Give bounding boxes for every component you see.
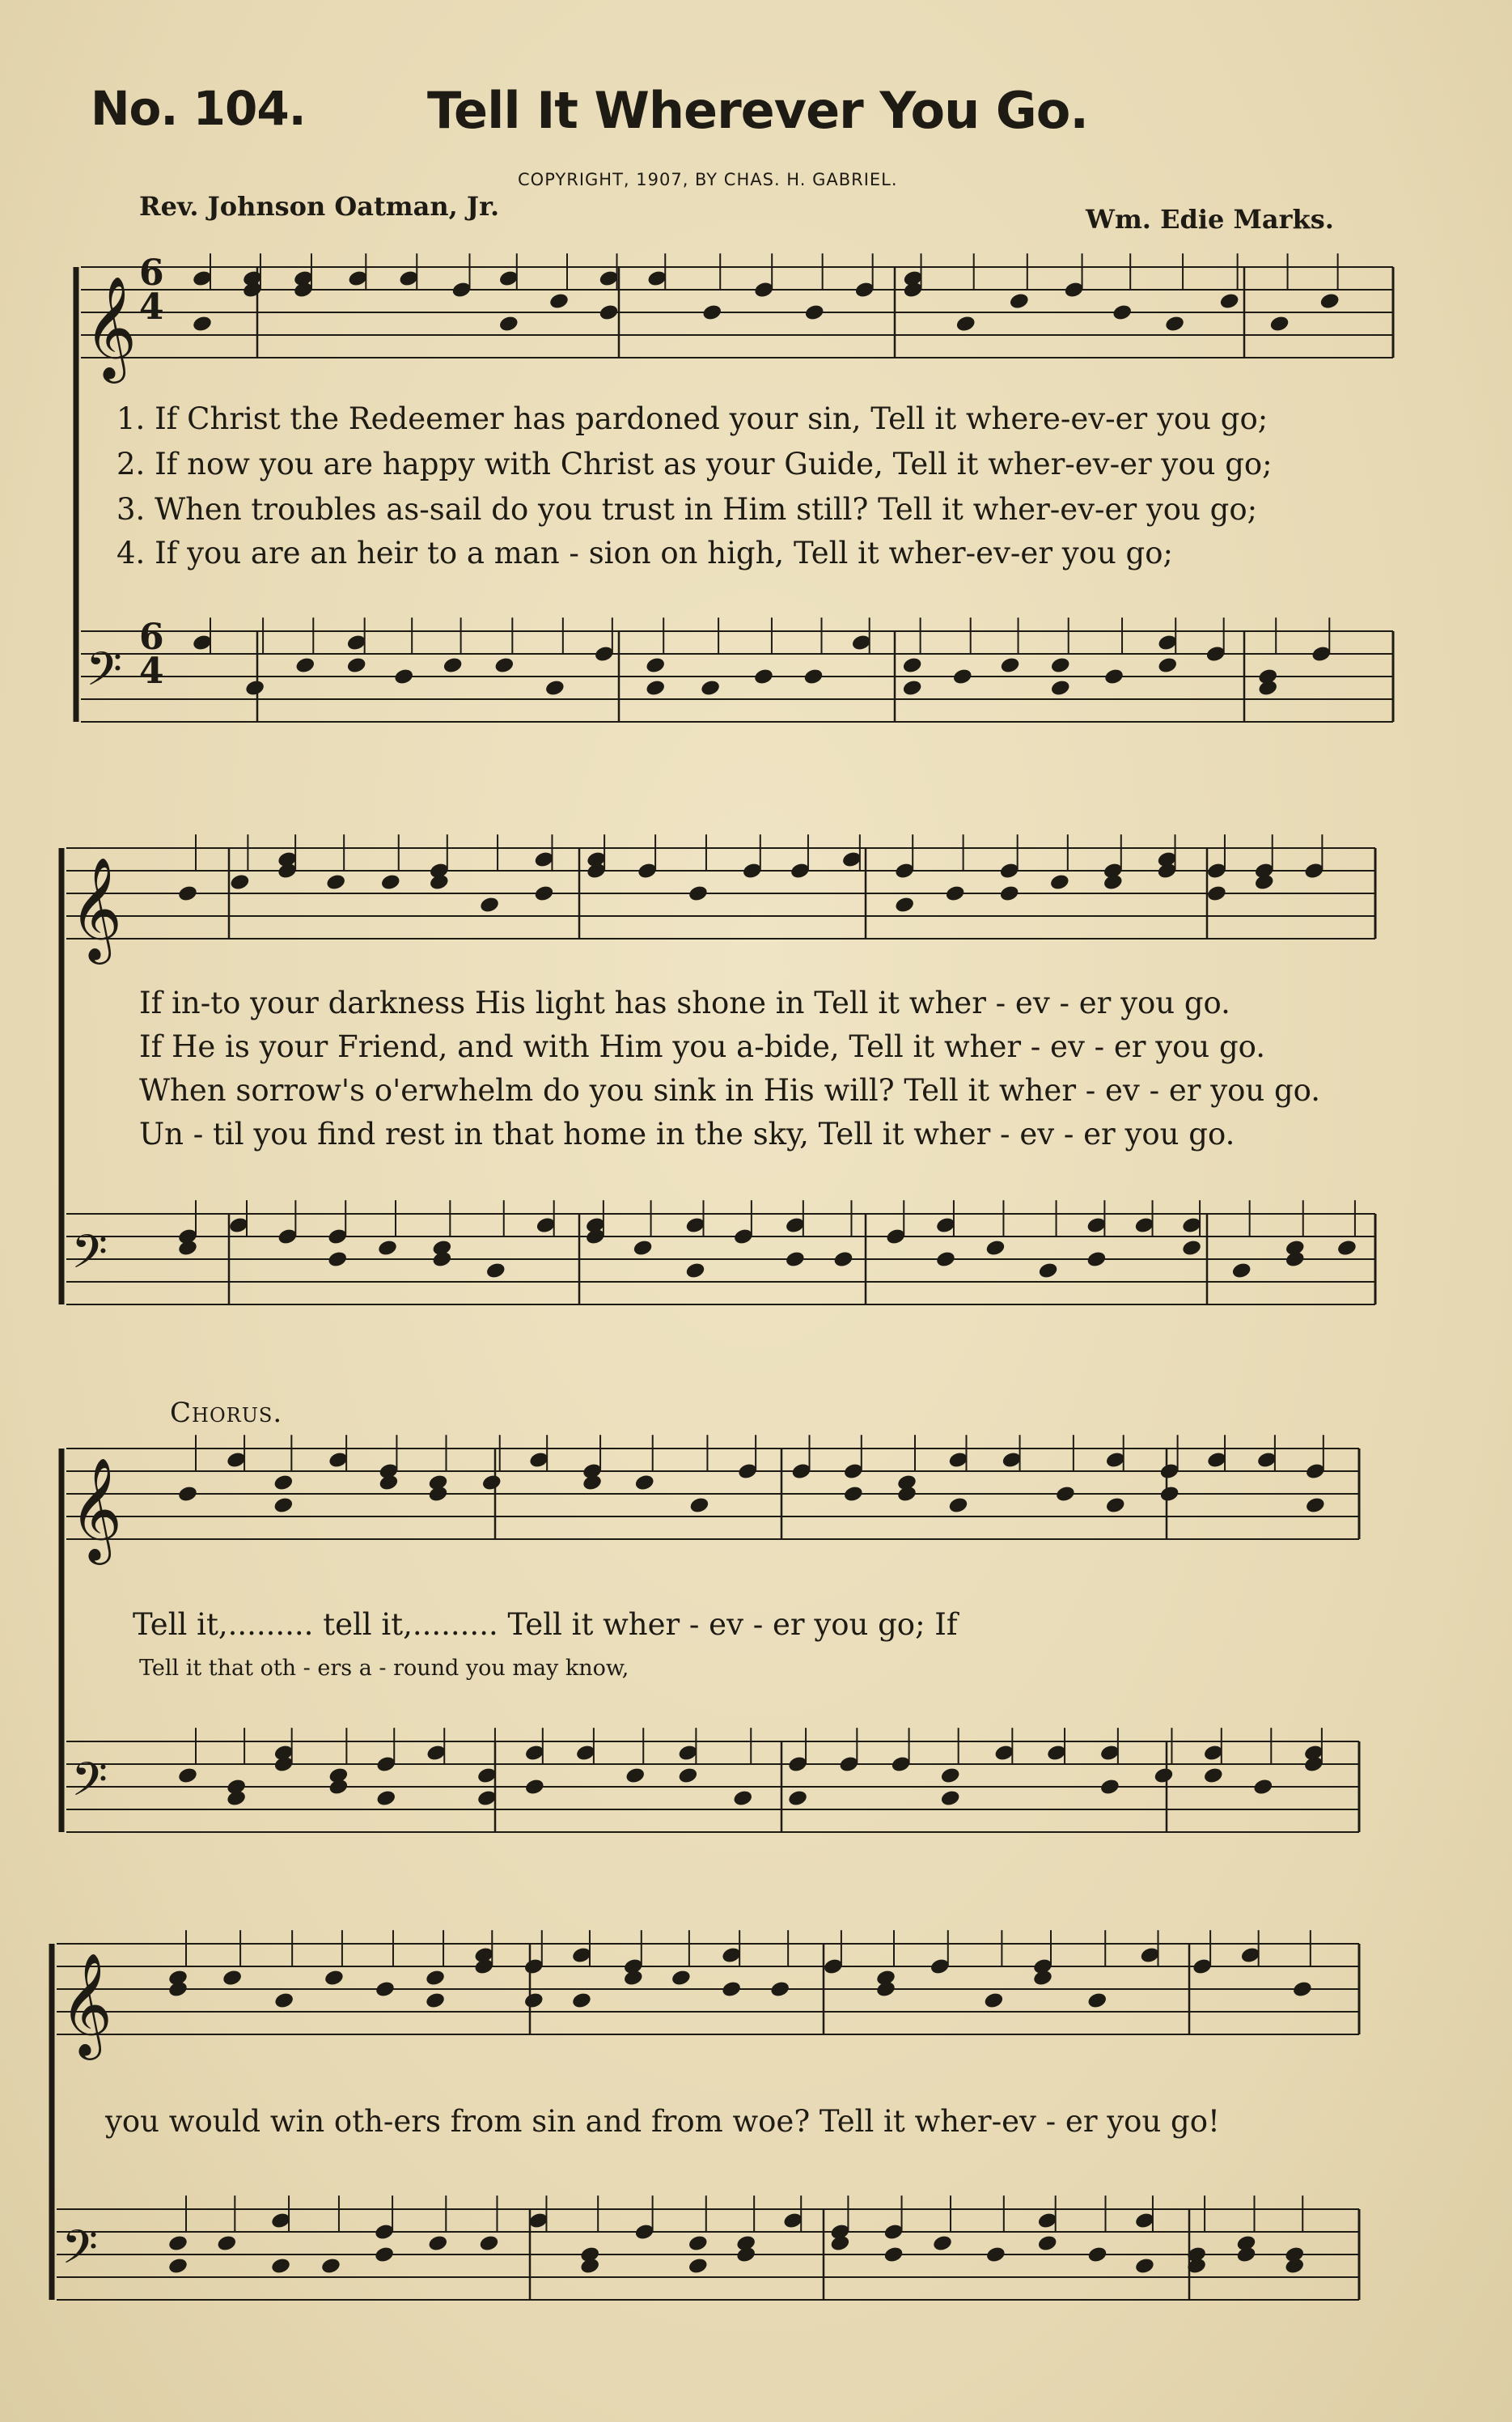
- bass-staff: [57, 2209, 1359, 2300]
- note-head: [1268, 315, 1290, 333]
- note-head: [571, 1991, 592, 2010]
- bass-clef-icon: 𝄢: [61, 2220, 99, 2286]
- note-head: [579, 2246, 600, 2264]
- note-head: [598, 303, 619, 322]
- note-head: [1105, 1496, 1126, 1515]
- note-head: [533, 884, 554, 903]
- note-head: [244, 679, 265, 698]
- note-head: [226, 1789, 247, 1808]
- note-head: [177, 1485, 198, 1504]
- treble-clef-icon: 𝄞: [84, 275, 138, 379]
- note-head: [645, 656, 666, 675]
- note-head: [688, 1496, 709, 1515]
- treble-clef-icon: 𝄞: [70, 1457, 123, 1560]
- note-head: [320, 2257, 341, 2276]
- note-head: [548, 292, 570, 311]
- note-head: [1103, 873, 1124, 892]
- note-head: [894, 896, 915, 914]
- chorus-lyric-line-2: you would win oth-ers from sin and from woe? Tell it wher-ev - er you go!: [105, 2104, 1220, 2139]
- note-head: [932, 2234, 953, 2253]
- note-head: [985, 2246, 1006, 2264]
- note-head: [192, 315, 213, 333]
- note-head: [732, 1789, 753, 1808]
- time-signature: 6: [139, 617, 164, 658]
- note-head: [1252, 1778, 1273, 1796]
- bass-staff: [66, 1741, 1359, 1832]
- note-head: [945, 884, 966, 903]
- treble-staff: [66, 848, 1375, 939]
- note-head: [832, 1250, 853, 1269]
- note-head: [294, 656, 316, 675]
- treble-staff: [57, 1944, 1359, 2034]
- note-head: [1305, 1496, 1326, 1515]
- note-head: [1086, 1250, 1107, 1269]
- note-head: [804, 303, 825, 322]
- note-head: [479, 896, 500, 914]
- note-head: [273, 1496, 294, 1515]
- bass-staff: [66, 1214, 1375, 1304]
- note-head: [701, 303, 722, 322]
- note-head: [273, 1991, 294, 2010]
- note-head: [940, 1767, 961, 1785]
- note-head: [374, 2246, 395, 2264]
- note-head: [1157, 656, 1178, 675]
- note-head: [999, 884, 1020, 903]
- time-signature: 6: [139, 252, 164, 294]
- note-head: [735, 2234, 756, 2253]
- note-head: [1049, 873, 1070, 892]
- note-head: [677, 1767, 698, 1785]
- note-head: [983, 1991, 1004, 2010]
- note-head: [167, 1980, 188, 1999]
- note-head: [393, 668, 414, 686]
- note-head: [177, 1239, 198, 1258]
- note-head: [177, 1767, 198, 1785]
- note-head: [425, 1991, 446, 2010]
- note-head: [688, 884, 709, 903]
- note-head: [1292, 1980, 1313, 1999]
- note-head: [1050, 679, 1071, 698]
- note-head: [1037, 1262, 1058, 1280]
- copyright-notice: COPYRIGHT, 1907, BY CHAS. H. GABRIEL.: [518, 170, 898, 189]
- note-head: [1032, 1969, 1053, 1987]
- verse-line-3: 3. When troubles as-sail do you trust in Him still? Tell it wher-ev-er you go;: [116, 492, 1258, 527]
- note-head: [645, 679, 666, 698]
- note-head: [803, 668, 824, 686]
- verse-line-3-cont: When sorrow's o'erwhelm do you sink in His will? Tell it wher - ev - er you go.: [139, 1073, 1321, 1108]
- note-head: [177, 884, 198, 903]
- note-head: [1257, 668, 1278, 686]
- note-head: [843, 1485, 864, 1504]
- note-head: [1099, 1778, 1120, 1796]
- note-head: [478, 2234, 499, 2253]
- note-head: [1037, 2234, 1058, 2253]
- note-head: [377, 1239, 398, 1258]
- note-head: [544, 679, 565, 698]
- note-head: [935, 1250, 956, 1269]
- note-head: [1086, 2246, 1108, 2264]
- verse-line-2-cont: If He is your Friend, and with Him you a-bide, Tell it wher - ev - er you go.: [139, 1029, 1266, 1064]
- note-head: [902, 679, 923, 698]
- note-head: [1254, 873, 1275, 892]
- note-head: [443, 656, 464, 675]
- hymn-number: No. 104.: [91, 81, 306, 136]
- note-head: [493, 656, 515, 675]
- note-head: [346, 656, 367, 675]
- note-head: [375, 1980, 396, 1999]
- note-head: [270, 2257, 291, 2276]
- note-head: [1153, 1767, 1174, 1785]
- note-head: [671, 1969, 692, 1987]
- time-signature: 4: [139, 651, 164, 692]
- note-head: [785, 1250, 806, 1269]
- note-head: [1284, 2246, 1305, 2264]
- note-head: [273, 1474, 294, 1492]
- note-head: [524, 1778, 545, 1796]
- note-head: [684, 1262, 705, 1280]
- note-head: [688, 2257, 709, 2276]
- note-head: [523, 1991, 544, 2010]
- note-head: [985, 1239, 1006, 1258]
- verse-line-2: 2. If now you are happy with Christ as your Guide, Tell it wher-ev-er you go;: [116, 447, 1273, 481]
- note-head: [700, 679, 721, 698]
- note-head: [1103, 668, 1124, 686]
- note-head: [634, 1474, 655, 1492]
- note-head: [229, 873, 250, 892]
- note-head: [633, 1239, 654, 1258]
- note-head: [955, 315, 976, 333]
- lyricist-credit: Rev. Johnson Oatman, Jr.: [139, 191, 500, 222]
- note-head: [902, 656, 923, 675]
- note-head: [1086, 1991, 1108, 2010]
- note-head: [769, 1980, 790, 1999]
- note-head: [485, 1262, 506, 1280]
- note-head: [1009, 292, 1030, 311]
- note-head: [1134, 2257, 1155, 2276]
- note-head: [1206, 884, 1227, 903]
- note-head: [1219, 292, 1240, 311]
- note-head: [380, 873, 401, 892]
- note-head: [688, 2234, 709, 2253]
- note-head: [1159, 1485, 1180, 1504]
- note-head: [425, 1969, 446, 1987]
- chorus-bass-lyric: Tell it that oth - ers a - round you may know,: [139, 1656, 629, 1681]
- treble-clef-icon: 𝄞: [70, 856, 123, 960]
- note-head: [498, 315, 519, 333]
- verse-line-4: 4. If you are an heir to a man - sion on high, Tell it wher-ev-er you go;: [116, 536, 1173, 571]
- note-head: [883, 2246, 904, 2264]
- note-head: [431, 1250, 452, 1269]
- note-head: [481, 1474, 502, 1492]
- note-head: [167, 2257, 188, 2276]
- note-head: [999, 656, 1020, 675]
- bass-clef-icon: 𝄢: [86, 642, 123, 708]
- note-head: [427, 1474, 448, 1492]
- note-head: [875, 1969, 896, 1987]
- note-head: [216, 2234, 237, 2253]
- verse-line-1: 1. If Christ the Redeemer has pardoned your sin, Tell it where-ev-er you go;: [116, 401, 1268, 436]
- note-head: [1050, 656, 1071, 675]
- verse-line-1-cont: If in-to your darkness His light has shone in Tell it wher - ev - er you go.: [139, 986, 1230, 1020]
- note-head: [829, 2234, 850, 2253]
- note-head: [1336, 1239, 1357, 1258]
- chorus-lyric-line-1: Tell it,......... tell it,......... Tell it wher - ev - er you go; If: [133, 1607, 958, 1642]
- bass-staff: [81, 631, 1393, 722]
- note-head: [427, 2234, 448, 2253]
- treble-staff: [81, 267, 1393, 358]
- note-head: [947, 1496, 968, 1515]
- note-head: [1112, 303, 1133, 322]
- note-head: [328, 1767, 349, 1785]
- composer-credit: Wm. Edie Marks.: [1086, 204, 1334, 235]
- note-head: [1231, 1262, 1252, 1280]
- treble-clef-icon: 𝄞: [60, 1952, 113, 2055]
- note-head: [582, 1474, 603, 1492]
- note-head: [721, 1980, 742, 1999]
- note-head: [1055, 1485, 1076, 1504]
- note-head: [1235, 2234, 1256, 2253]
- note-head: [940, 1789, 961, 1808]
- note-head: [324, 1969, 345, 1987]
- note-head: [222, 1969, 243, 1987]
- note-head: [1319, 292, 1340, 311]
- note-head: [1203, 1767, 1224, 1785]
- note-head: [1285, 1250, 1306, 1269]
- note-head: [1164, 315, 1185, 333]
- time-signature: 4: [139, 286, 164, 328]
- note-head: [378, 1474, 399, 1492]
- hymn-title: Tell It Wherever You Go.: [427, 81, 1088, 140]
- note-head: [753, 668, 774, 686]
- bass-clef-icon: 𝄢: [71, 1224, 108, 1291]
- note-head: [325, 873, 346, 892]
- verse-line-4-cont: Un - til you find rest in that home in the sky, Tell it wher - ev - er you go.: [139, 1117, 1235, 1152]
- note-head: [625, 1767, 646, 1785]
- note-head: [327, 1250, 348, 1269]
- note-head: [896, 1474, 917, 1492]
- chorus-label: Chorus.: [170, 1397, 283, 1429]
- note-head: [167, 2234, 188, 2253]
- note-head: [1181, 1239, 1202, 1258]
- note-head: [787, 1789, 808, 1808]
- bass-clef-icon: 𝄢: [71, 1752, 108, 1818]
- note-head: [375, 1789, 396, 1808]
- note-head: [952, 668, 973, 686]
